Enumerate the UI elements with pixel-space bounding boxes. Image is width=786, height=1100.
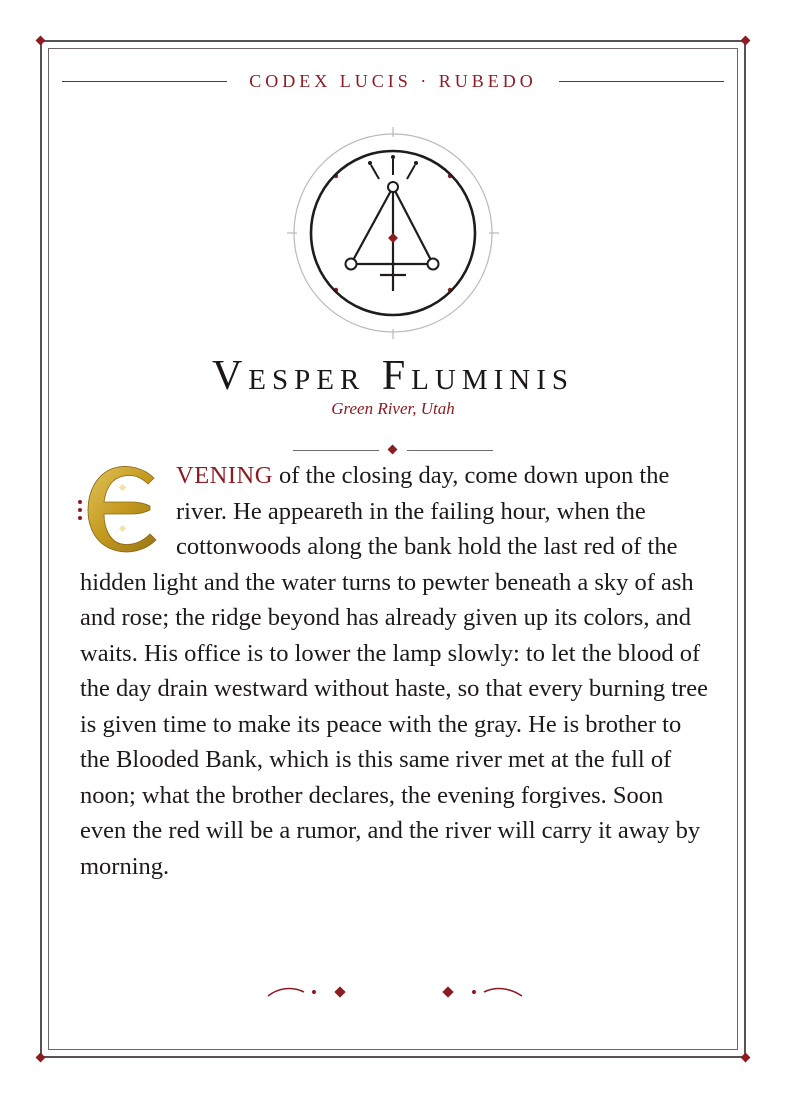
corner-diamond-icon [741,1053,751,1063]
header-rule-right [559,81,724,82]
wave-diamond-ornament [260,978,530,1006]
opening-word: VENING [176,462,273,489]
sigil-icon [283,123,503,343]
running-title: CODEX LUCIS · RUBEDO [249,70,537,91]
running-header [62,68,724,94]
entry-body [80,458,708,884]
diamond-icon [388,445,398,455]
entry-title: Vesper Fluminis [211,353,575,399]
title-divider [293,444,493,456]
header-rule-left [62,81,227,82]
body-paragraph: of the closing day, come down upon the river. He appeareth in the failing hour, when the cottonwoods along the bank hold the last red of the hidden light and the water turns to pewter beneath a sky of ash and rose; the ridge beyond has already given up its colors, and waits. His office is to lower the lamp slowly: to let the blood of the day drain westward without haste, so that every burning tree is given time to make its peace with the gray. He is brother to the Blooded Bank, which is this same river met at the full of noon; what the brother declares, the evening forgives. Soon even the red will be a rumor, and the river will carry it away by morning. [80,462,708,880]
entry-location: Green River, Utah [331,399,455,418]
